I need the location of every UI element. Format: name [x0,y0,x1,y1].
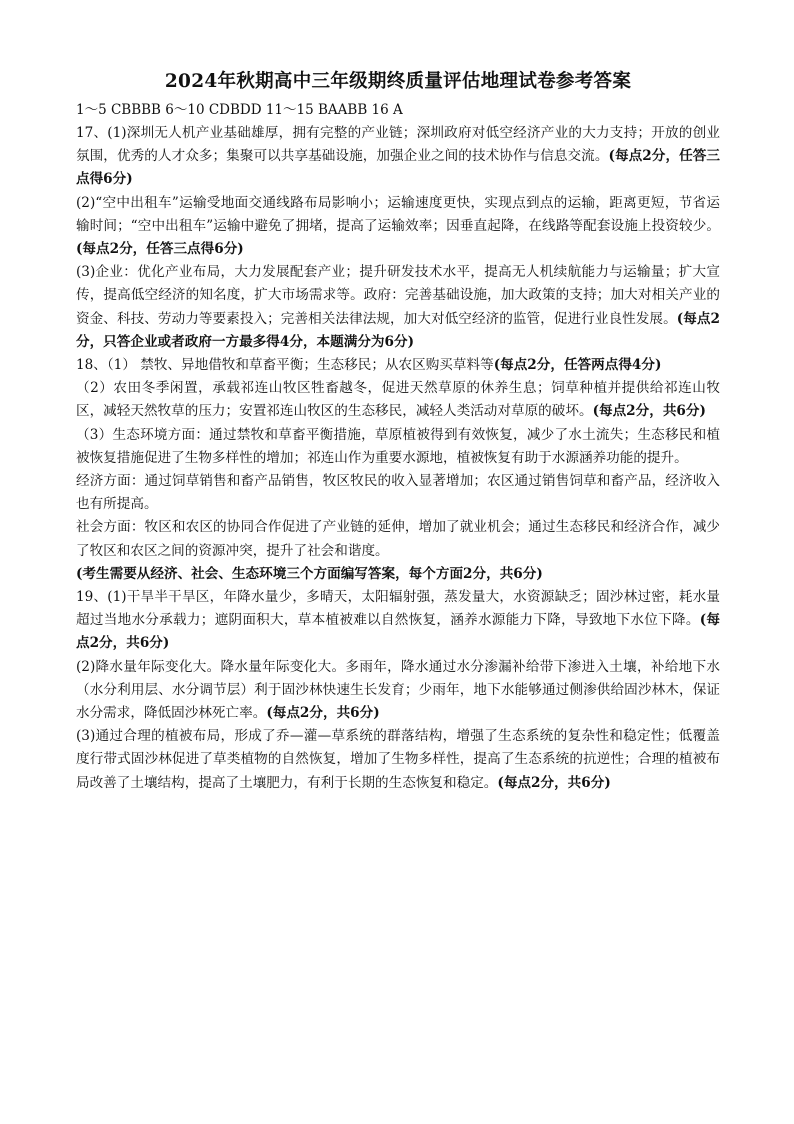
answer-19-1 [76,586,720,656]
answer-text: 社会方面：牧区和农区的协同合作促进了产业链的延伸，增加了就业机会；通过生态移民和经济合作，减少了牧区和农区之间的资源冲突，提升了社会和谐度。 [76,519,720,559]
score-note: (每点2分，共6分) [76,612,720,652]
answer-text: （3）生态环境方面：通过禁牧和草畜平衡措施，草原植被得到有效恢复，减少了水土流失；生态移民和植被恢复措施促进了生物多样性的增加；祁连山作为重要水源地，植被恢复有助于水源涵养功能的提升。 [76,426,720,466]
score-note: (每点2分，共6分) [497,774,611,791]
score-note: (每点2分，共6分) [266,705,380,722]
answer-18-3-ecology [76,424,720,470]
answer-text: 经济方面：通过饲草销售和畜产品销售，牧区牧民的收入显著增加；农区通过销售饲草和畜产品，经济收入也有所提高。 [76,473,720,513]
answer-18-3-score [76,563,720,586]
answer-17-1 [76,122,720,192]
answer-text: (2)降水量年际变化大。降水量年际变化大。多雨年，降水通过水分渗漏补给带下渗进入土壤，补给地下水（水分利用层、水分调节层）利于固沙林快速生长发育；少雨年，地下水能够通过侧渗供给固沙林木，保证水分需求，降低固沙林死亡率。 [76,658,720,722]
answer-18-2 [76,377,720,423]
score-note: (每点2分，任答三点得6分) [76,241,244,258]
score-note: (每点2分，共6分) [592,403,706,420]
answer-text: (2)“空中出租车”运输受地面交通线路布局影响小；运输速度更快，实现点到点的运输，距离更短，节省运输时间；“空中出租车”运输中避免了拥堵，提高了运输效率；因垂直起降，在线路等配套设施上投资较少。 [76,194,720,234]
answer-text: 19、(1)干旱半干旱区，年降水量少，多晴天，太阳辐射强，蒸发量大，水资源缺乏；固沙林过密，耗水量超过当地水分承载力；遮阴面积大，草本植被难以自然恢复，涵养水源能力下降，导致地下水位下降。 [76,589,720,629]
choice-answers-line: 1～5 CBBBB 6～10 CDBDD 11～15 BAABB 16 A [76,102,403,118]
answer-text: (3)企业：优化产业布局，大力发展配套产业；提升研发技术水平，提高无人机续航能力与运输量；扩大宣传，提高低空经济的知名度，扩大市场需求等。政府：完善基础设施，加大政策的支持；加大对相关产业的资金、科技、劳动力等要素投入；完善相关法律法规，加大对低空经济的监管，促进行业良性发展。 [76,264,720,327]
answer-17-3 [76,261,720,354]
score-note: (每点2分，任答三点得6分) [76,148,721,188]
answer-text: 17、(1)深圳无人机产业基础雄厚，拥有完整的产业链；深圳政府对低空经济产业的大力支持；开放的创业氛围，优秀的人才众多；集聚可以共享基础设施，加强企业之间的技术协作与信息交流。 [76,125,720,165]
page-title: 2024年秋期高中三年级期终质量评估地理试卷参考答案 [164,71,632,92]
answer-18-3-economy [76,470,720,516]
answer-document [76,68,720,795]
answer-17-2 [76,192,720,262]
answer-text: (3)通过合理的植被布局，形成了乔—灌—草系统的群落结构，增强了生态系统的复杂性和稳定性；低覆盖度行带式固沙林促进了草类植物的自然恢复，增加了生物多样性，提高了生态系统的抗逆性；合理的植被布局改善了土壤结构，提高了土壤肥力，有利于长期的生态恢复和稳定。 [76,728,720,791]
answer-19-2 [76,656,720,726]
answer-19-3 [76,725,720,795]
answer-18-3-society [76,516,720,562]
score-note: (每点2分，任答两点得4分) [493,357,662,374]
score-note: (每点2分，只答企业或者政府一方最多得4分，本题满分为6分) [76,310,721,350]
answer-text: 18、（1） 禁牧、异地借牧和草畜平衡；生态移民；从农区购买草料等 [76,357,494,374]
score-note: (考生需要从经济、社会、生态环境三个方面编写答案，每个方面2分，共6分) [76,565,543,582]
answer-18-1 [76,354,720,377]
answer-text: （2）农田冬季闲置，承载祁连山牧区牲畜越冬，促进天然草原的休养生息；饲草种植并提供给祁连山牧区，减轻天然牧草的压力；安置祁连山牧区的生态移民，减轻人类活动对草原的破坏。 [76,380,720,420]
